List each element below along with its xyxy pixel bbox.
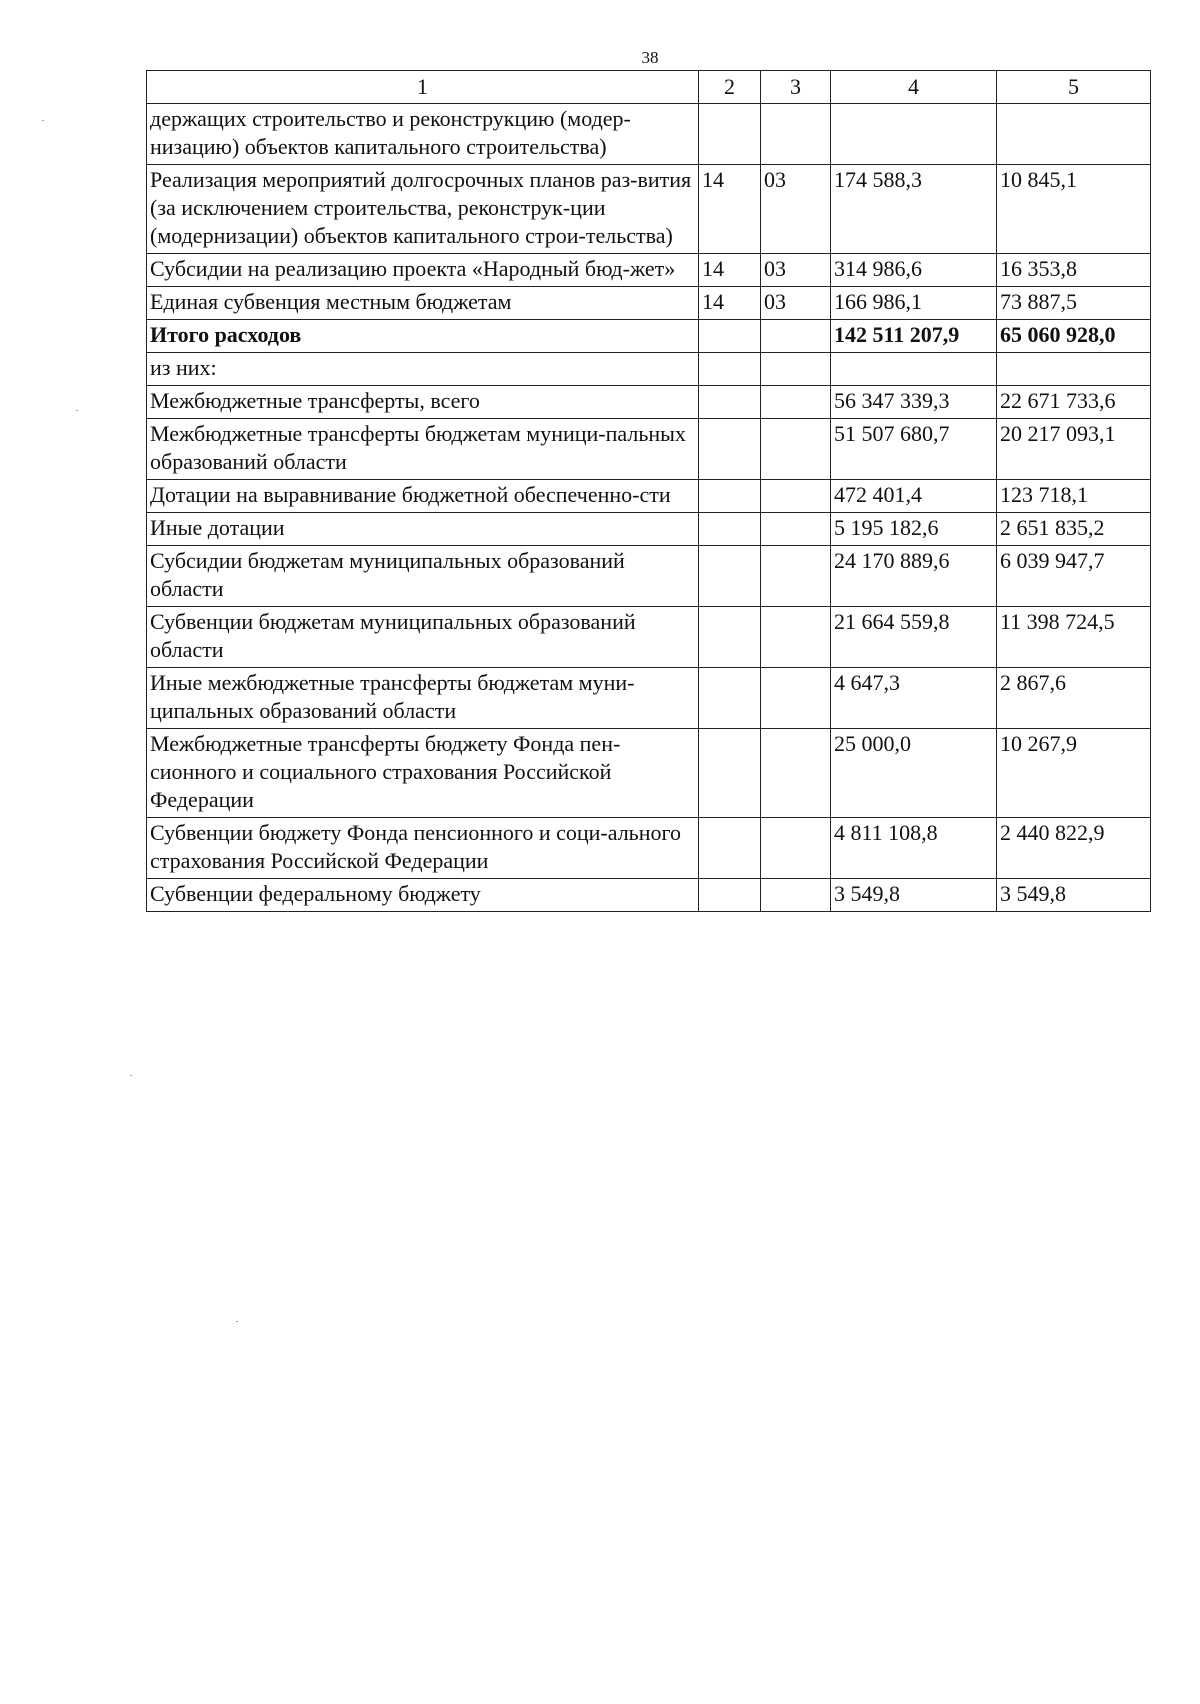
row-c4-cell: 56 347 339,3	[831, 386, 997, 419]
table-row	[147, 818, 1151, 879]
row-c3-cell	[761, 668, 831, 729]
row-name-cell: Субсидии бюджетам муниципальных образований области	[147, 546, 699, 607]
column-header: 5	[997, 71, 1151, 104]
row-name-cell: Межбюджетные трансферты бюджетам муници-пальных образований области	[147, 419, 699, 480]
row-c4-cell: 4 647,3	[831, 668, 997, 729]
row-c4-cell: 166 986,1	[831, 287, 997, 320]
row-c3-cell	[761, 104, 831, 165]
row-c3-cell	[761, 546, 831, 607]
table-row	[147, 513, 1151, 546]
row-c4-cell: 25 000,0	[831, 729, 997, 818]
row-name-cell: Единая субвенция местным бюджетам	[147, 287, 699, 320]
table-row	[147, 353, 1151, 386]
row-c3-cell	[761, 480, 831, 513]
row-c3-cell: 03	[761, 254, 831, 287]
row-c4-cell: 51 507 680,7	[831, 419, 997, 480]
table-row	[147, 729, 1151, 818]
row-c5-cell: 6 039 947,7	[997, 546, 1151, 607]
row-c5-cell: 73 887,5	[997, 287, 1151, 320]
row-c5-cell: 123 718,1	[997, 480, 1151, 513]
row-name-cell: Дотации на выравнивание бюджетной обеспеченно-сти	[147, 480, 699, 513]
scan-speck	[76, 410, 78, 411]
table-row	[147, 104, 1151, 165]
row-c5-cell: 65 060 928,0	[997, 320, 1151, 353]
page-number: 38	[641, 48, 659, 67]
row-name-cell: Субвенции бюджетам муниципальных образований области	[147, 607, 699, 668]
row-c4-cell: 314 986,6	[831, 254, 997, 287]
row-c3-cell	[761, 818, 831, 879]
row-c3-cell: 03	[761, 165, 831, 254]
row-c2-cell	[699, 419, 761, 480]
column-header: 3	[761, 71, 831, 104]
row-c5-cell: 22 671 733,6	[997, 386, 1151, 419]
row-name-cell: Иные межбюджетные трансферты бюджетам муни-ципальных образований области	[147, 668, 699, 729]
table-row	[147, 419, 1151, 480]
row-c2-cell	[699, 480, 761, 513]
row-c5-cell: 3 549,8	[997, 879, 1151, 912]
row-name-cell: Иные дотации	[147, 513, 699, 546]
row-c4-cell: 5 195 182,6	[831, 513, 997, 546]
table-row	[147, 480, 1151, 513]
table-row	[147, 607, 1151, 668]
row-c4-cell: 174 588,3	[831, 165, 997, 254]
row-c4-cell: 24 170 889,6	[831, 546, 997, 607]
row-c5-cell	[997, 104, 1151, 165]
row-c5-cell: 2 867,6	[997, 668, 1151, 729]
column-header: 2	[699, 71, 761, 104]
row-c2-cell	[699, 104, 761, 165]
row-name-cell: Субвенции федеральному бюджету	[147, 879, 699, 912]
row-c5-cell: 10 267,9	[997, 729, 1151, 818]
row-c3-cell	[761, 879, 831, 912]
scan-speck	[130, 1075, 132, 1076]
row-c4-cell: 472 401,4	[831, 480, 997, 513]
row-name-cell: Итого расходов	[147, 320, 699, 353]
row-c5-cell: 2 440 822,9	[997, 818, 1151, 879]
budget-table	[146, 70, 1151, 912]
row-c2-cell	[699, 879, 761, 912]
row-c3-cell	[761, 320, 831, 353]
row-c5-cell: 16 353,8	[997, 254, 1151, 287]
row-c4-cell	[831, 353, 997, 386]
row-c4-cell: 4 811 108,8	[831, 818, 997, 879]
row-c2-cell: 14	[699, 165, 761, 254]
row-c3-cell	[761, 607, 831, 668]
row-c2-cell: 14	[699, 287, 761, 320]
row-name-cell: держащих строительство и реконструкцию (модер-низацию) объектов капитального строительства)	[147, 104, 699, 165]
table-row	[147, 546, 1151, 607]
row-name-cell: Субвенции бюджету Фонда пенсионного и соци-ального страхования Российской Федерации	[147, 818, 699, 879]
row-c5-cell: 20 217 093,1	[997, 419, 1151, 480]
row-c2-cell	[699, 320, 761, 353]
table-row	[147, 879, 1151, 912]
row-name-cell: Субсидии на реализацию проекта «Народный бюд-жет»	[147, 254, 699, 287]
row-c3-cell	[761, 513, 831, 546]
row-c2-cell	[699, 546, 761, 607]
row-c4-cell: 142 511 207,9	[831, 320, 997, 353]
table-row-total	[147, 320, 1151, 353]
row-c2-cell	[699, 607, 761, 668]
row-c5-cell: 11 398 724,5	[997, 607, 1151, 668]
table-row	[147, 165, 1151, 254]
table-row	[147, 386, 1151, 419]
scan-speck	[236, 1321, 238, 1322]
row-name-cell: из них:	[147, 353, 699, 386]
row-c3-cell	[761, 419, 831, 480]
row-c3-cell	[761, 353, 831, 386]
row-c2-cell	[699, 818, 761, 879]
table-row	[147, 254, 1151, 287]
row-c2-cell	[699, 668, 761, 729]
row-c4-cell: 3 549,8	[831, 879, 997, 912]
row-name-cell: Межбюджетные трансферты, всего	[147, 386, 699, 419]
row-c2-cell	[699, 386, 761, 419]
row-c3-cell	[761, 729, 831, 818]
column-header: 1	[147, 71, 699, 104]
row-c3-cell	[761, 386, 831, 419]
scan-speck	[42, 120, 44, 121]
table-row	[147, 287, 1151, 320]
table-header-row	[147, 71, 1151, 104]
table-row	[147, 668, 1151, 729]
row-c2-cell	[699, 729, 761, 818]
row-name-cell: Межбюджетные трансферты бюджету Фонда пен-сионного и социального страхования Российской Федерации	[147, 729, 699, 818]
row-c4-cell: 21 664 559,8	[831, 607, 997, 668]
row-c2-cell	[699, 353, 761, 386]
row-c2-cell	[699, 513, 761, 546]
row-c5-cell	[997, 353, 1151, 386]
row-c5-cell: 2 651 835,2	[997, 513, 1151, 546]
row-name-cell: Реализация мероприятий долгосрочных планов раз-вития (за исключением строительства, реконструк-ции (модернизации) объектов капитального строи-тельства)	[147, 165, 699, 254]
row-c5-cell: 10 845,1	[997, 165, 1151, 254]
row-c4-cell	[831, 104, 997, 165]
column-header: 4	[831, 71, 997, 104]
row-c2-cell: 14	[699, 254, 761, 287]
row-c3-cell: 03	[761, 287, 831, 320]
